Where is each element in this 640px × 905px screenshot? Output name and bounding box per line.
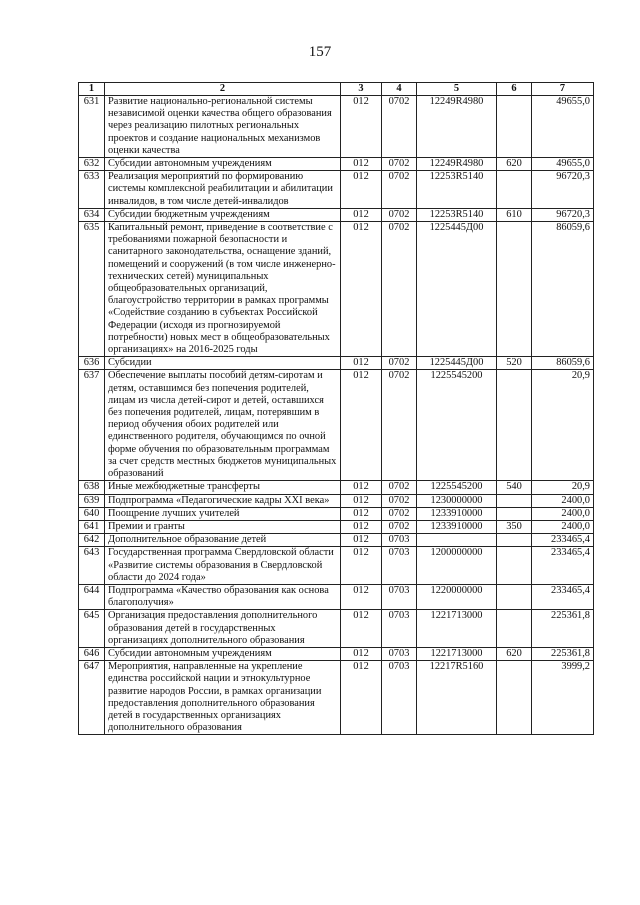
row-amount: 49655,0 — [532, 96, 594, 158]
row-target-code: 12249R4980 — [417, 158, 497, 171]
table-row — [79, 357, 594, 370]
row-expense-type — [497, 610, 532, 648]
row-target-code: 12253R5140 — [417, 208, 497, 221]
row-ministry-code: 012 — [341, 158, 382, 171]
row-expense-type — [497, 96, 532, 158]
row-section-code: 0703 — [382, 610, 417, 648]
row-target-code: 12217R5160 — [417, 661, 497, 735]
row-expense-type — [497, 661, 532, 735]
row-section-code: 0702 — [382, 96, 417, 158]
row-section-code: 0702 — [382, 222, 417, 357]
table-row — [79, 610, 594, 648]
table-row — [79, 494, 594, 507]
row-number: 643 — [79, 547, 105, 585]
table-row — [79, 647, 594, 660]
row-number: 647 — [79, 661, 105, 735]
row-expense-type: 540 — [497, 481, 532, 494]
col-header-7: 7 — [532, 83, 594, 96]
row-amount: 20,9 — [532, 481, 594, 494]
row-name: Субсидии автономным учреждениям — [105, 158, 341, 171]
row-section-code: 0703 — [382, 534, 417, 547]
table-row — [79, 370, 594, 481]
col-header-4: 4 — [382, 83, 417, 96]
row-amount: 233465,4 — [532, 547, 594, 585]
row-expense-type — [497, 222, 532, 357]
table-row — [79, 507, 594, 520]
table-row — [79, 520, 594, 533]
row-number: 644 — [79, 584, 105, 609]
table-row — [79, 208, 594, 221]
row-expense-type — [497, 547, 532, 585]
row-ministry-code: 012 — [341, 171, 382, 209]
row-ministry-code: 012 — [341, 208, 382, 221]
row-number: 638 — [79, 481, 105, 494]
row-expense-type — [497, 171, 532, 209]
row-name: Дополнительное образование детей — [105, 534, 341, 547]
row-section-code: 0702 — [382, 494, 417, 507]
row-ministry-code: 012 — [341, 534, 382, 547]
row-ministry-code: 012 — [341, 661, 382, 735]
row-number: 632 — [79, 158, 105, 171]
row-number: 645 — [79, 610, 105, 648]
row-target-code: 1225445Д00 — [417, 357, 497, 370]
row-amount: 86059,6 — [532, 357, 594, 370]
row-ministry-code: 012 — [341, 610, 382, 648]
row-section-code: 0702 — [382, 208, 417, 221]
row-expense-type — [497, 584, 532, 609]
col-header-1: 1 — [79, 83, 105, 96]
row-amount: 2400,0 — [532, 520, 594, 533]
table-row — [79, 547, 594, 585]
row-name: Реализация мероприятий по формированию системы комплексной реабилитации и абилитации инвалидов, в том числе детей-инвалидов — [105, 171, 341, 209]
row-number: 639 — [79, 494, 105, 507]
row-name: Субсидии бюджетным учреждениям — [105, 208, 341, 221]
row-section-code: 0703 — [382, 647, 417, 660]
row-target-code: 1230000000 — [417, 494, 497, 507]
row-number: 637 — [79, 370, 105, 481]
row-number: 646 — [79, 647, 105, 660]
row-amount: 225361,8 — [532, 610, 594, 648]
row-expense-type: 620 — [497, 647, 532, 660]
row-number: 636 — [79, 357, 105, 370]
row-ministry-code: 012 — [341, 507, 382, 520]
row-number: 642 — [79, 534, 105, 547]
row-expense-type: 610 — [497, 208, 532, 221]
row-expense-type — [497, 507, 532, 520]
row-target-code: 1233910000 — [417, 507, 497, 520]
row-target-code: 1220000000 — [417, 584, 497, 609]
row-number: 631 — [79, 96, 105, 158]
row-target-code — [417, 534, 497, 547]
row-ministry-code: 012 — [341, 370, 382, 481]
col-header-2: 2 — [105, 83, 341, 96]
row-ministry-code: 012 — [341, 357, 382, 370]
row-ministry-code: 012 — [341, 481, 382, 494]
row-ministry-code: 012 — [341, 96, 382, 158]
row-section-code: 0703 — [382, 584, 417, 609]
row-ministry-code: 012 — [341, 584, 382, 609]
row-number: 633 — [79, 171, 105, 209]
row-section-code: 0702 — [382, 158, 417, 171]
row-target-code: 1225445Д00 — [417, 222, 497, 357]
row-target-code: 12249R4980 — [417, 96, 497, 158]
row-target-code: 1221713000 — [417, 610, 497, 648]
table-row — [79, 534, 594, 547]
col-header-5: 5 — [417, 83, 497, 96]
row-ministry-code: 012 — [341, 547, 382, 585]
table-row — [79, 661, 594, 735]
row-amount: 3999,2 — [532, 661, 594, 735]
row-target-code: 1225545200 — [417, 481, 497, 494]
row-section-code: 0702 — [382, 171, 417, 209]
row-target-code: 1200000000 — [417, 547, 497, 585]
row-name: Организация предоставления дополнительного образования детей в государственных организациях дополнительного образования — [105, 610, 341, 648]
table-row — [79, 222, 594, 357]
table-row — [79, 481, 594, 494]
row-amount: 233465,4 — [532, 534, 594, 547]
row-section-code: 0702 — [382, 481, 417, 494]
row-number: 641 — [79, 520, 105, 533]
row-expense-type — [497, 534, 532, 547]
row-target-code: 1225545200 — [417, 370, 497, 481]
row-number: 640 — [79, 507, 105, 520]
row-name: Субсидии — [105, 357, 341, 370]
table-row — [79, 584, 594, 609]
table-row — [79, 171, 594, 209]
col-header-3: 3 — [341, 83, 382, 96]
row-amount: 96720,3 — [532, 208, 594, 221]
row-section-code: 0702 — [382, 520, 417, 533]
table-row — [79, 96, 594, 158]
header-row — [79, 83, 594, 96]
row-target-code: 12253R5140 — [417, 171, 497, 209]
row-amount: 96720,3 — [532, 171, 594, 209]
row-name: Обеспечение выплаты пособий детям-сиротам и детям, оставшимся без попечения родителей, лицам из числа детей-сирот и детей, оставшихся без попечения родителей, лицам, потерявшим в период обучения обоих родителей или единственного родителя, обучающимся по очной форме обучения по образовательным программам за счет средств местных бюджетов муниципальных образований — [105, 370, 341, 481]
row-ministry-code: 012 — [341, 222, 382, 357]
row-section-code: 0702 — [382, 370, 417, 481]
row-amount: 225361,8 — [532, 647, 594, 660]
row-target-code: 1233910000 — [417, 520, 497, 533]
row-amount: 2400,0 — [532, 494, 594, 507]
row-expense-type — [497, 370, 532, 481]
row-ministry-code: 012 — [341, 520, 382, 533]
row-expense-type: 620 — [497, 158, 532, 171]
page-number: 157 — [308, 44, 332, 60]
row-section-code: 0703 — [382, 661, 417, 735]
row-name: Подпрограмма «Педагогические кадры XXI века» — [105, 494, 341, 507]
row-number: 635 — [79, 222, 105, 357]
row-name: Подпрограмма «Качество образования как основа благополучия» — [105, 584, 341, 609]
row-name: Развитие национально-региональной системы независимой оценки качества общего образования через реализацию пилотных региональных проектов и создание национальных механизмов оценки качества — [105, 96, 341, 158]
row-target-code: 1221713000 — [417, 647, 497, 660]
col-header-6: 6 — [497, 83, 532, 96]
row-amount: 2400,0 — [532, 507, 594, 520]
table-row — [79, 158, 594, 171]
row-section-code: 0702 — [382, 357, 417, 370]
row-name: Государственная программа Свердловской области «Развитие системы образования в Свердловской области до 2024 года» — [105, 547, 341, 585]
row-name: Капитальный ремонт, приведение в соответствие с требованиями пожарной безопасности и санитарного законодательства, оснащение зданий, помещений и сооружений (в том числе инженерно-технических сетей) муниципальных общеобразовательных организаций, благоустройство территории в рамках программы «Содействие созданию в субъектах Российской Федерации (исходя из прогнозируемой потребности) новых мест в общеобразовательных организациях» на 2016-2025 годы — [105, 222, 341, 357]
row-number: 634 — [79, 208, 105, 221]
row-amount: 20,9 — [532, 370, 594, 481]
row-name: Поощрение лучших учителей — [105, 507, 341, 520]
row-amount: 233465,4 — [532, 584, 594, 609]
row-name: Иные межбюджетные трансферты — [105, 481, 341, 494]
row-amount: 49655,0 — [532, 158, 594, 171]
budget-table — [78, 82, 594, 735]
row-section-code: 0703 — [382, 547, 417, 585]
row-section-code: 0702 — [382, 507, 417, 520]
row-expense-type — [497, 494, 532, 507]
row-ministry-code: 012 — [341, 494, 382, 507]
row-expense-type: 350 — [497, 520, 532, 533]
row-expense-type: 520 — [497, 357, 532, 370]
row-name: Мероприятия, направленные на укрепление единства российской нации и этнокультурное развитие народов России, в рамках организации предоставления дополнительного образования детей в государственных организациях дополнительного образования — [105, 661, 341, 735]
row-name: Премии и гранты — [105, 520, 341, 533]
row-amount: 86059,6 — [532, 222, 594, 357]
row-name: Субсидии автономным учреждениям — [105, 647, 341, 660]
row-ministry-code: 012 — [341, 647, 382, 660]
